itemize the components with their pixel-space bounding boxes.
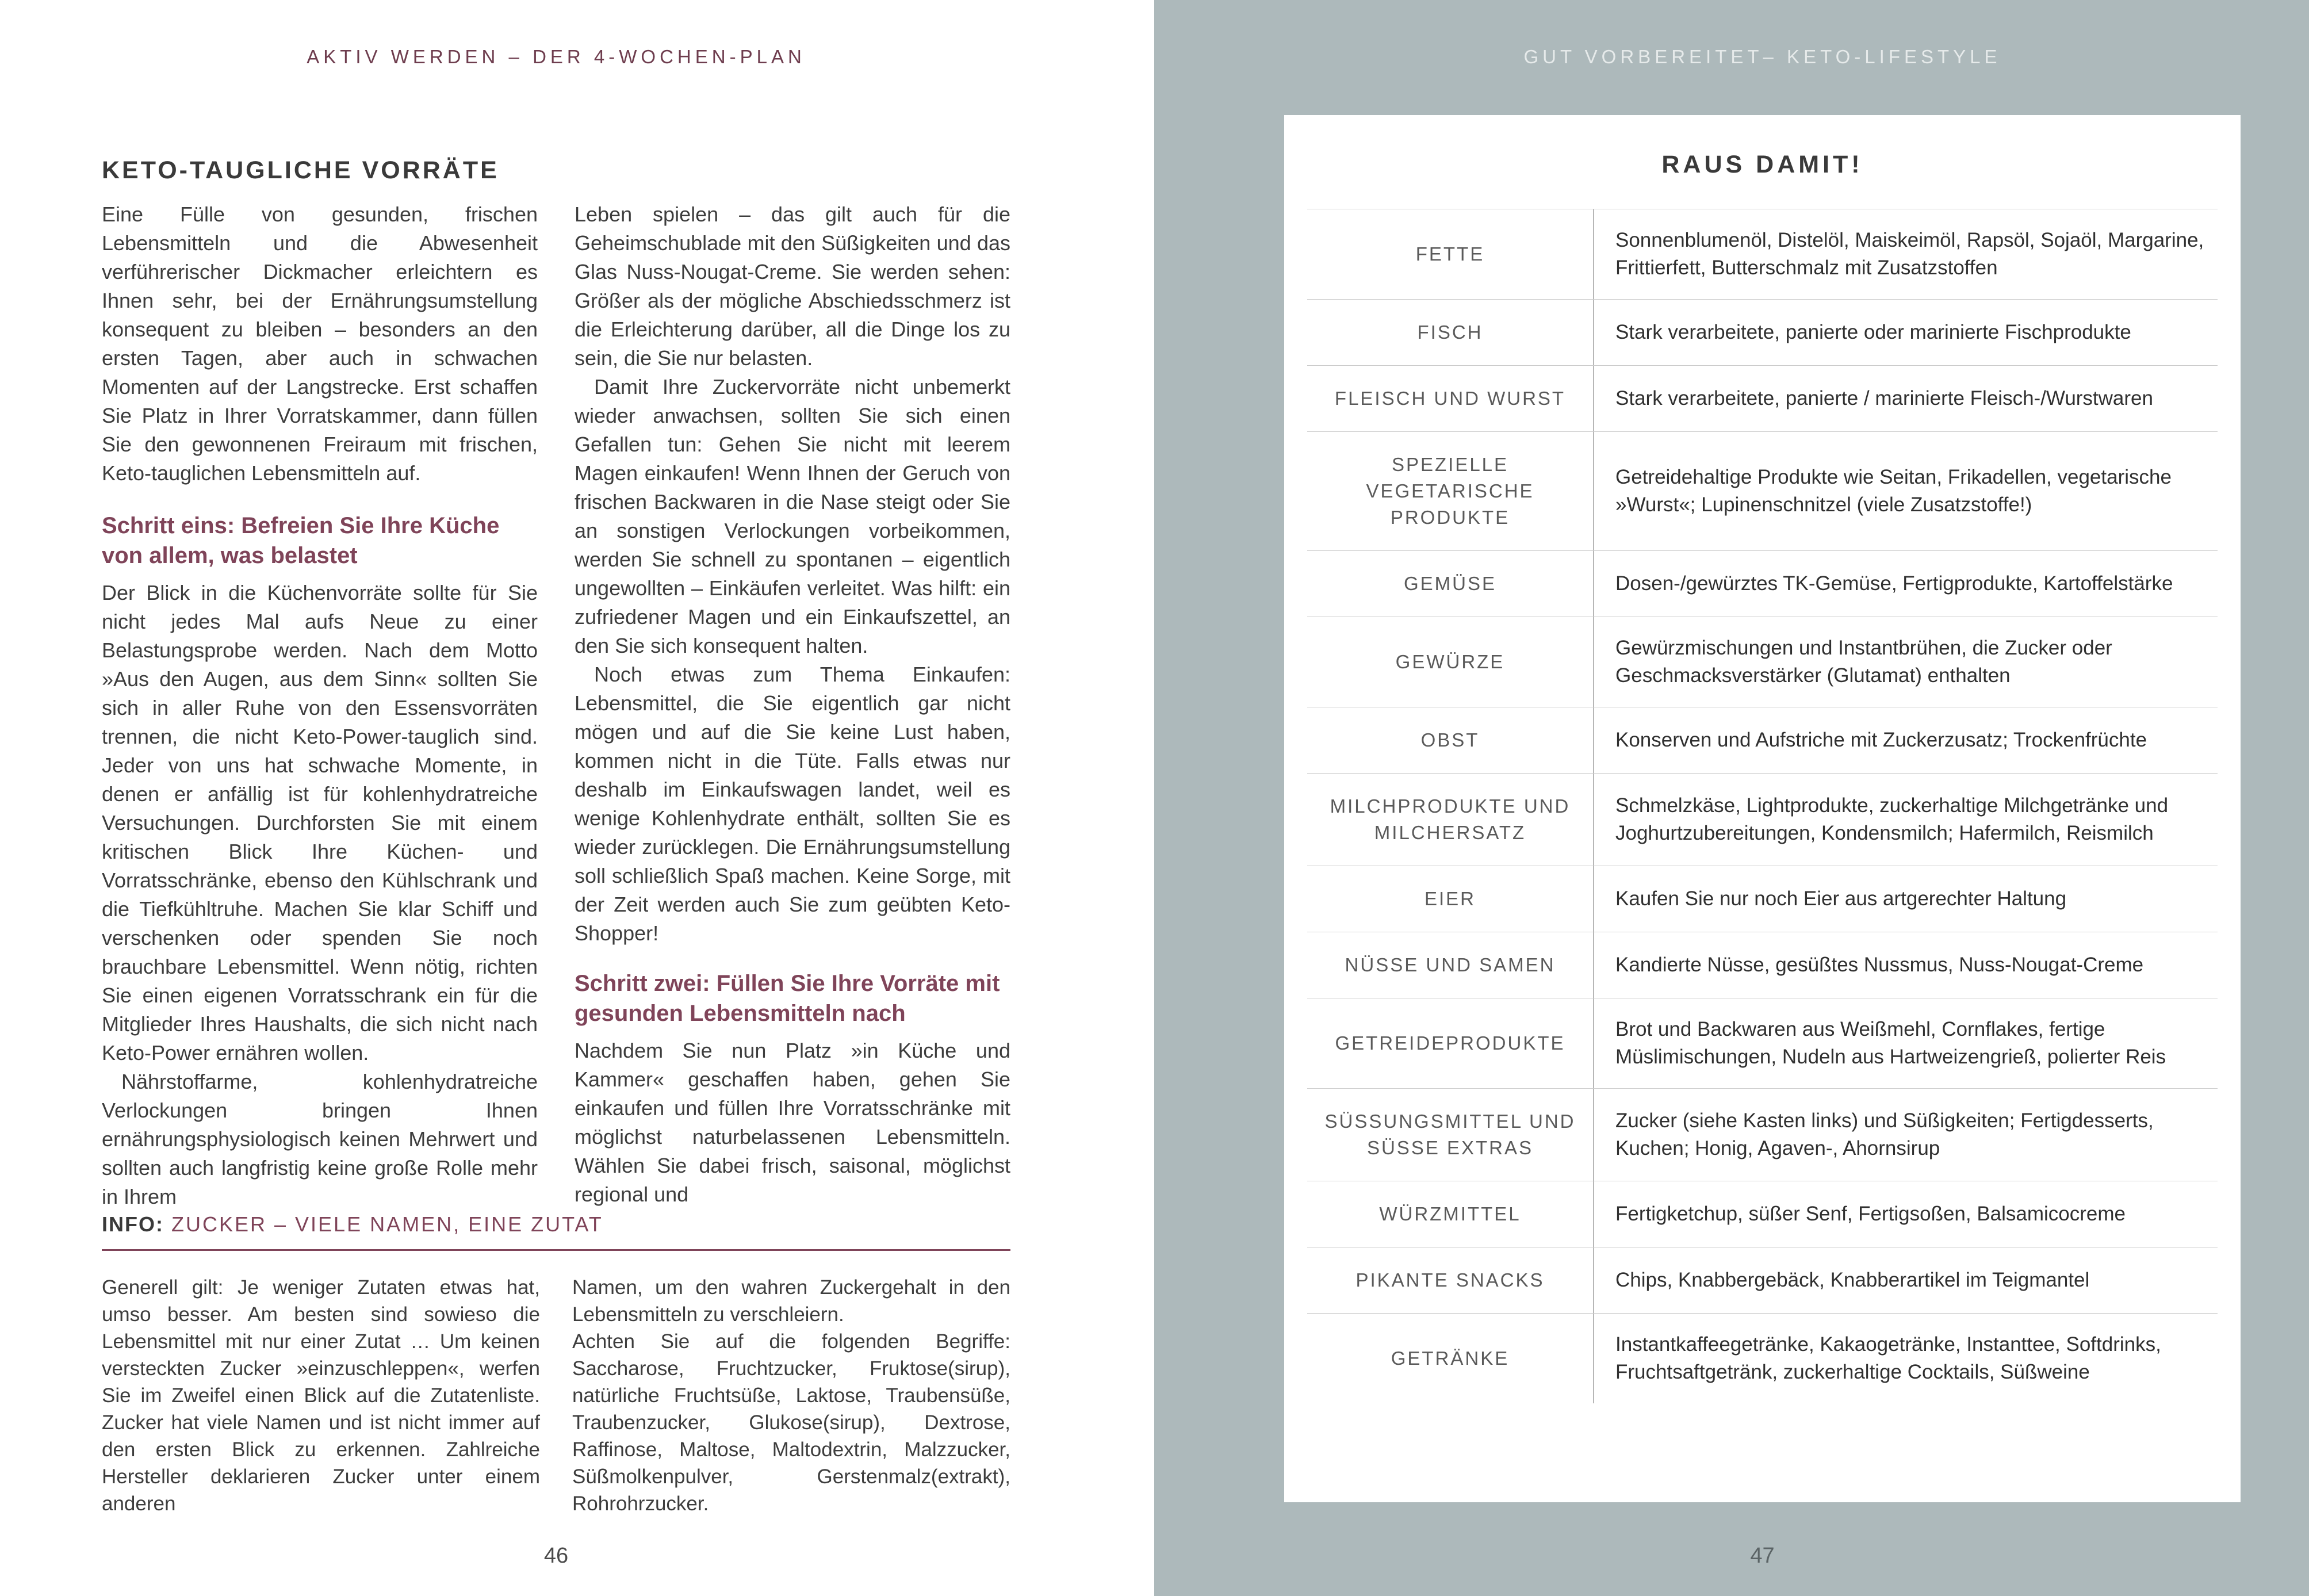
description-cell: Stark verarbeitete, panierte oder marinierte Fischprodukte <box>1615 321 2131 343</box>
left-page <box>0 0 1154 1596</box>
info-columns <box>102 1274 1010 1517</box>
info-column-1 <box>102 1274 540 1517</box>
category-cell: MILCHPRODUKTE UND MILCHERSATZ <box>1307 774 1594 866</box>
category-cell: NÜSSE UND SAMEN <box>1307 932 1594 998</box>
info-rule <box>102 1249 1010 1251</box>
table-row <box>1307 998 2218 1088</box>
text-column-1 <box>102 200 538 1211</box>
description-cell: Instantkaffeegetränke, Kakaogetränke, Instanttee, Softdrinks, Fruchtsaftgetränk, zuckerhaltige Cocktails, Süßweine <box>1615 1333 2161 1383</box>
exclusion-table <box>1307 209 2218 1403</box>
category-cell: PIKANTE SNACKS <box>1307 1247 1594 1313</box>
category-cell: GETREIDEPRODUKTE <box>1307 998 1594 1088</box>
description-cell: Konserven und Aufstriche mit Zuckerzusatz; Trockenfrüchte <box>1615 729 2147 751</box>
info-box-heading <box>102 1212 1010 1237</box>
description-cell: Schmelzkäse, Lightprodukte, zuckerhaltige Milchgetränke und Joghurtzubereitungen, Kondensmilch; Hafermilch, Reismilch <box>1615 794 2169 844</box>
table-row <box>1307 707 2218 773</box>
subhead-step-one: Schritt eins: Befreien Sie Ihre Küche von allem, was belastet <box>102 513 500 568</box>
right-page <box>1154 0 2309 1596</box>
table-row <box>1307 209 2218 299</box>
paragraph-intro: Eine Fülle von gesunden, frischen Lebensmitteln und die Abwesenheit verführerischer Dickmacher erleichtern es Ihnen sehr, bei der Ernährungsumstellung konsequent zu bleiben – besonders an den ersten Tagen, aber auch in schwachen Momenten auf der Langstrecke. Erst schaffen Sie Platz in Ihrer Vorratskammer, dann füllen Sie den gewonnenen Freiraum mit frischen, Keto-tauglichen Lebensmitteln auf. <box>102 202 538 485</box>
page-number-right: 47 <box>1750 1544 1775 1568</box>
info-title: ZUCKER – VIELE NAMEN, EINE ZUTAT <box>163 1212 603 1236</box>
description-cell: Fertigketchup, süßer Senf, Fertigsoßen, Balsamicocreme <box>1615 1203 2126 1225</box>
category-cell: OBST <box>1307 707 1594 773</box>
paragraph: Namen, um den wahren Zuckergehalt in den Lebensmitteln zu verschleiern. <box>572 1276 1010 1326</box>
category-cell: SPEZIELLE VEGETARISCHE PRODUKTE <box>1307 432 1594 550</box>
text-column-2 <box>575 200 1010 1211</box>
category-cell: FLEISCH UND WURST <box>1307 366 1594 431</box>
category-cell: GEWÜRZE <box>1307 617 1594 707</box>
category-cell: EIER <box>1307 866 1594 932</box>
table-row <box>1307 431 2218 550</box>
table-row <box>1307 1181 2218 1247</box>
table-row <box>1307 365 2218 431</box>
description-cell: Stark verarbeitete, panierte / marinierte Fleisch-/Wurstwaren <box>1615 387 2153 409</box>
table-row <box>1307 1313 2218 1403</box>
description-cell: Dosen-/gewürztes TK-Gemüse, Fertigprodukte, Kartoffelstärke <box>1615 572 2173 595</box>
subhead-step-two: Schritt zwei: Füllen Sie Ihre Vorräte mit gesunden Lebensmitteln nach <box>575 971 1000 1026</box>
table-row <box>1307 1088 2218 1181</box>
page-number-left: 46 <box>543 1544 569 1568</box>
description-cell: Kandierte Nüsse, gesüßtes Nussmus, Nuss-Nougat-Creme <box>1615 954 2144 976</box>
table-row <box>1307 932 2218 998</box>
description-cell: Kaufen Sie nur noch Eier aus artgerechter Haltung <box>1615 887 2067 910</box>
running-head-left: AKTIV WERDEN – DER 4-WOCHEN-PLAN <box>307 46 806 67</box>
table-row <box>1307 773 2218 866</box>
category-cell: FISCH <box>1307 300 1594 365</box>
description-cell: Gewürzmischungen und Instantbrühen, die Zucker oder Geschmacksverstärker (Glutamat) enthalten <box>1615 637 2112 687</box>
article-title: KETO-TAUGLICHE VORRÄTE <box>102 156 499 184</box>
card-title: RAUS DAMIT! <box>1661 151 1863 178</box>
description-cell: Getreidehaltige Produkte wie Seitan, Frikadellen, vegetarische »Wurst«; Lupinenschnitzel (viele Zusatzstoffe!) <box>1615 466 2172 516</box>
paragraph: Noch etwas zum Thema Einkaufen: Lebensmittel, die Sie eigentlich gar nicht mögen und auf die Sie keine Lust haben, kommen nicht in die Tüte. Falls etwas nur deshalb im Einkaufswagen landet, weil es wenige Kohlenhydrate enthält, sollten Sie es wieder zurücklegen. Die Ernährungsumstellung soll schließlich Spaß machen. Keine Sorge, mit der Zeit werden auch Sie zum geübten Keto-Shopper! <box>575 663 1010 945</box>
paragraph: Leben spielen – das gilt auch für die Geheimschublade mit den Süßigkeiten und das Glas Nuss-Nougat-Creme. Sie werden sehen: Größer als der mögliche Abschiedsschmerz ist die Erleichterung darüber, all die Dinge los zu sein, die Sie nur belasten. <box>575 202 1010 370</box>
category-cell: SÜSSUNGSMITTEL UND SÜSSE EXTRAS <box>1307 1089 1594 1181</box>
table-row <box>1307 866 2218 932</box>
info-box <box>102 1212 1010 1517</box>
paragraph: Der Blick in die Küchenvorräte sollte für Sie nicht jedes Mal aufs Neue zu einer Belastungsprobe werden. Nach dem Motto »Aus den Augen, aus dem Sinn« sollten Sie sich in aller Ruhe von den Essensvorräten trennen, die nicht Keto-Power-tauglich sind. Jeder von uns hat schwache Momente, in denen er anfällig ist für kohlenhydratreiche Versuchungen. Durchforsten Sie mit einem kritischen Blick Ihre Küchen- und Vorratsschränke, ebenso den Kühlschrank und die Tiefkühltruhe. Machen Sie klar Schiff und verschenken oder spenden Sie noch brauchbare Lebensmittel. Wenn nötig, richten Sie einen eigenen Vorratsschrank ein für die Mitglieder Ihres Haushalts, die sich nicht nach Keto-Power ernähren wollen. <box>102 581 538 1065</box>
paragraph: Nährstoffarme, kohlenhydratreiche Verlockungen bringen Ihnen ernährungsphysiologisch keinen Mehrwert und sollten auch langfristig keine große Rolle mehr in Ihrem <box>102 1070 538 1208</box>
table-row <box>1307 550 2218 617</box>
table-row <box>1307 617 2218 707</box>
category-cell: FETTE <box>1307 209 1594 299</box>
paragraph: Damit Ihre Zuckervorräte nicht unbemerkt wieder anwachsen, sollten Sie sich einen Gefallen tun: Gehen Sie nicht mit leerem Magen einkaufen! Wenn Ihnen der Geruch von frischen Backwaren in die Nase steigt oder Sie an sonstigen Verlockungen vorbeikommen, werden Sie schnell zu spontanen – eigentlich ungewollten – Einkäufen verleitet. Was hilft: ein zufriedener Magen und ein Einkaufszettel, an den Sie sich konsequent halten. <box>575 375 1010 657</box>
category-cell: GEMÜSE <box>1307 551 1594 617</box>
description-cell: Zucker (siehe Kasten links) und Süßigkeiten; Fertigdesserts, Kuchen; Honig, Agaven-, Ahornsirup <box>1615 1109 2154 1159</box>
paragraph: Achten Sie auf die folgenden Begriffe: Saccharose, Fruchtzucker, Fruktose(sirup), natürliche Fruchtsüße, Laktose, Traubensüße, Traubenzucker, Glukose(sirup), Dextrose, Raffinose, Maltose, Maltodextrin, Malzzucker, Süßmolkenpulver, Gerstenmalz(extrakt), Rohrohrzucker. <box>572 1330 1010 1515</box>
description-cell: Brot und Backwaren aus Weißmehl, Cornflakes, fertige Müslimischungen, Nudeln aus Hartweizengrieß, polierter Reis <box>1615 1018 2166 1068</box>
table-row <box>1307 299 2218 365</box>
category-cell: GETRÄNKE <box>1307 1314 1594 1403</box>
description-cell: Chips, Knabbergebäck, Knabberartikel im Teigmantel <box>1615 1269 2090 1291</box>
paragraph: Nachdem Sie nun Platz »in Küche und Kammer« geschaffen haben, gehen Sie einkaufen und füllen Ihre Vorratsschränke mit möglichst naturbelassenen Lebensmitteln. Wählen Sie dabei frisch, saisonal, möglichst regional und <box>575 1039 1010 1206</box>
description-cell: Sonnenblumenöl, Distelöl, Maiskeimöl, Rapsöl, Sojaöl, Margarine, Frittierfett, Butterschmalz mit Zusatzstoffen <box>1615 229 2204 279</box>
category-cell: WÜRZMITTEL <box>1307 1181 1594 1247</box>
table-row <box>1307 1247 2218 1313</box>
exclusion-card <box>1284 115 2241 1502</box>
body-columns <box>102 200 1010 1211</box>
info-column-2 <box>572 1274 1010 1517</box>
running-head-right: GUT VORBEREITET– KETO-LIFESTYLE <box>1523 46 2001 67</box>
info-label: INFO: <box>102 1212 164 1236</box>
paragraph: Generell gilt: Je weniger Zutaten etwas hat, umso besser. Am besten sind sowieso die Lebensmittel mit nur einer Zutat … Um keinen versteckten Zucker »einzuschleppen«, werfen Sie im Zweifel einen Blick auf die Zutatenliste. Zucker hat viele Namen und ist nicht immer auf den ersten Blick zu erkennen. Zahlreiche Hersteller deklarieren Zucker unter einem anderen <box>102 1276 540 1515</box>
